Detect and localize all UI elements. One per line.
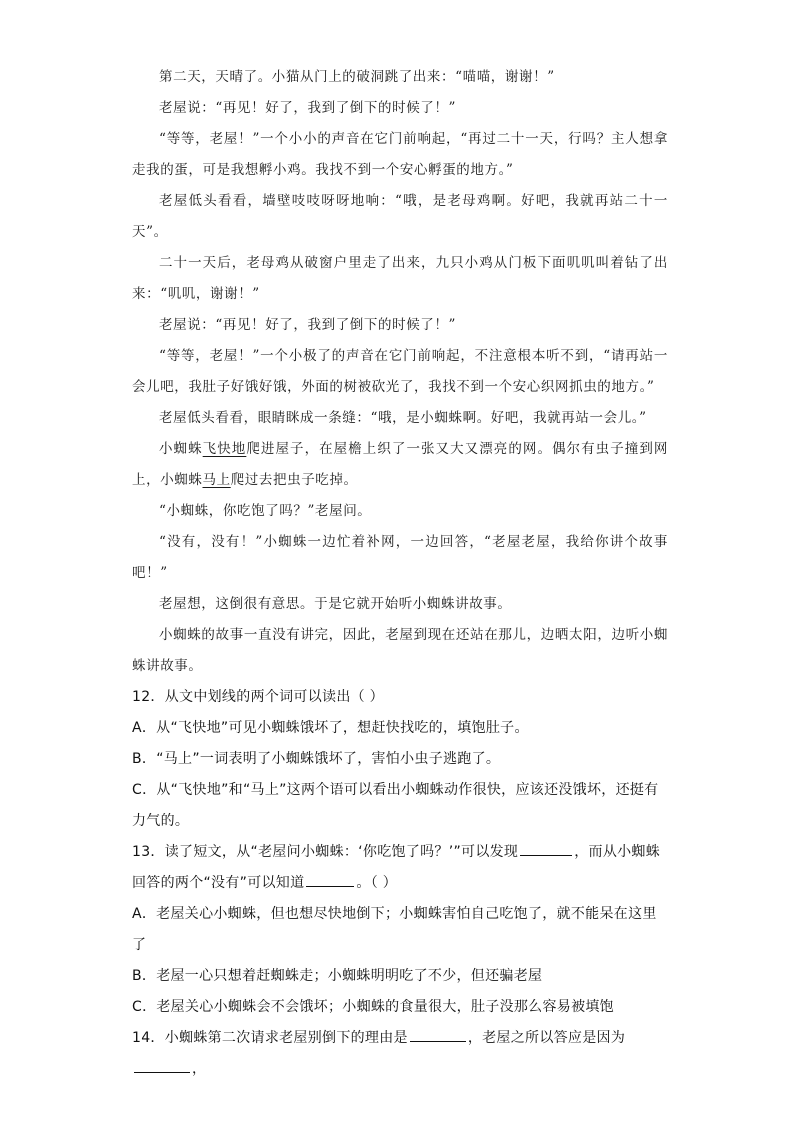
- story-paragraph: “等等，老屋！”一个小极了的声音在它门前响起，不注意根本听不到，“请再站一会儿吧，我肚子好饿好饿，外面的树被砍光了，我找不到一个安心织网抓虫的地方。”: [132, 348, 668, 395]
- text-run: 爬进屋子，在屋檐上织了一张又大又漂亮的网。偶尔有虫子撞到网上，小蜘蛛: [132, 441, 668, 488]
- story-paragraph: 老屋低头看看，墙壁吱吱呀呀地响：“哦，是老母鸡啊。好吧，我就再站二十一天”。: [132, 193, 668, 240]
- text-run: 。（ ）: [356, 875, 398, 891]
- story-paragraph: 老屋想，这倒很有意思。于是它就开始听小蜘蛛讲故事。: [159, 596, 512, 612]
- story-paragraph: 第二天，天晴了。小猫从门上的破洞跳了出来：“喵喵，谢谢！”: [159, 69, 555, 85]
- underlined-word-mashang: 马上: [202, 472, 231, 488]
- question-13: [132, 837, 668, 899]
- underlined-word-feikuaide: 飞快地: [202, 441, 247, 457]
- answer-blank: [134, 1071, 190, 1073]
- text-run: 小蜘蛛: [159, 441, 203, 457]
- answer-blank: [306, 885, 354, 887]
- document-body: [132, 62, 668, 1085]
- question-12: 12．从文中划线的两个词可以读出（ ）: [132, 689, 384, 705]
- question-13-option-c: C．老屋关心小蜘蛛会不会饿坏；小蜘蛛的食量很大，肚子没那么容易被填饱: [132, 999, 614, 1015]
- text-run: 爬过去把虫子吃掉。: [230, 472, 358, 488]
- question-14: [132, 1023, 668, 1085]
- text-run: 14．小蜘蛛第二次请求老屋别倒下的理由是: [132, 1030, 408, 1046]
- story-paragraph: “没有，没有！”小蜘蛛一边忙着补网，一边回答，“老屋老屋，我给你讲个故事吧！”: [132, 534, 668, 581]
- text-run: 13．读了短文，从“老屋问小蜘蛛：‘你吃饱了吗？’”可以发现: [132, 844, 519, 860]
- question-12-option-b: B．“马上”一词表明了小蜘蛛饿坏了，害怕小虫子逃跑了。: [132, 751, 501, 767]
- answer-blank: [520, 854, 572, 856]
- question-12-option-c: C．从“飞快地”和“马上”这两个语可以看出小蜘蛛动作很快，应该还没饿坏，还挺有力气的。: [132, 782, 659, 829]
- answer-blank: [410, 1040, 466, 1042]
- question-13-option-b: B．老屋一心只想着赶蜘蛛走；小蜘蛛明明吃了不少，但还骗老屋: [132, 968, 543, 984]
- text-run: ，而从小蜘蛛回答的两个“没有”可以知道: [132, 844, 661, 891]
- question-12-option-a: A．从“飞快地”可见小蜘蛛饿坏了，想赶快找吃的，填饱肚子。: [132, 720, 529, 736]
- story-paragraph: 老屋说：“再见！好了，我到了倒下的时候了！”: [159, 100, 457, 116]
- story-paragraph: “小蜘蛛，你吃饱了吗？”老屋问。: [159, 503, 372, 519]
- story-paragraph: 老屋说：“再见！好了，我到了倒下的时候了！”: [159, 317, 457, 333]
- story-paragraph: “等等，老屋！”一个小小的声音在它门前响起，“再过二十一天，行吗？主人想拿走我的蛋，可是我想孵小鸡。我找不到一个安心孵蛋的地方。”: [132, 131, 668, 178]
- question-13-option-a: A．老屋关心小蜘蛛，但也想尽快地倒下；小蜘蛛害怕自己吃饱了，就不能呆在这里了: [132, 906, 657, 953]
- story-paragraph: 小蜘蛛的故事一直没有讲完，因此，老屋到现在还站在那儿，边晒太阳，边听小蜘蛛讲故事。: [132, 627, 668, 674]
- text-run: ，: [192, 1061, 207, 1077]
- story-paragraph-underlined: [132, 434, 668, 496]
- text-run: ，老屋之所以答应是因为: [467, 1030, 626, 1046]
- story-paragraph: 老屋低头看看，眼睛眯成一条缝：“哦，是小蜘蛛啊。好吧，我就再站一会儿。”: [159, 410, 647, 426]
- story-paragraph: 二十一天后，老母鸡从破窗户里走了出来，九只小鸡从门板下面叽叽叫着钻了出来：“叽叽，谢谢！”: [132, 255, 668, 302]
